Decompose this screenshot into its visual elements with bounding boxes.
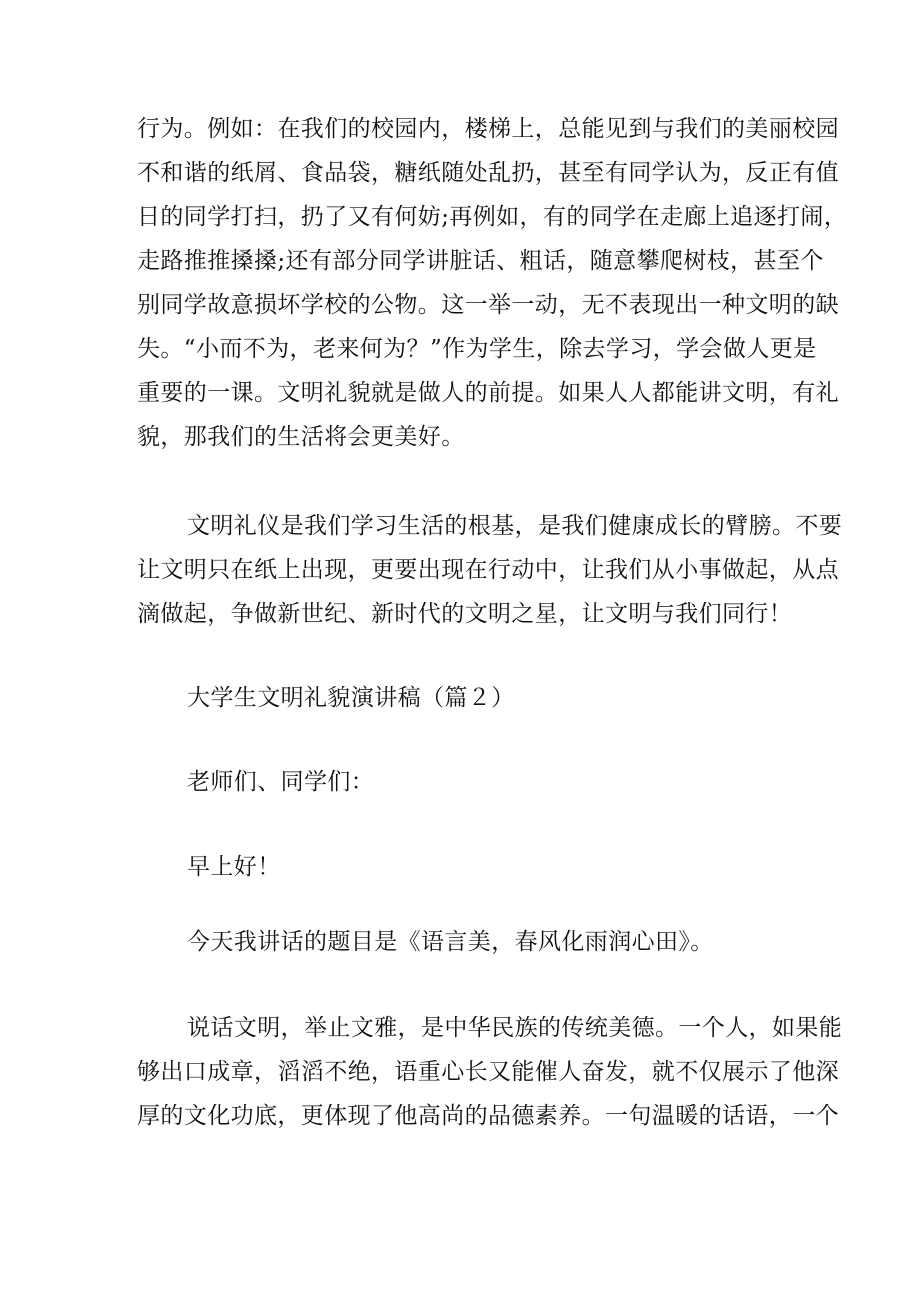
paragraph-line: 说话文明，举止文雅，是中华民族的传统美德。一个人，如果能 xyxy=(187,1015,843,1041)
paragraph-line: 别同学故意损坏学校的公物。这一举一动，无不表现出一种文明的缺 xyxy=(137,292,839,318)
paragraph-line: 文明礼仪是我们学习生活的根基，是我们健康成长的臂膀。不要 xyxy=(187,513,843,539)
paragraph-line: 貌，那我们的生活将会更美好。 xyxy=(137,424,465,450)
paragraph-line: 厚的文化功底，更体现了他高尚的品德素养。一句温暖的话语，一个 xyxy=(137,1103,839,1129)
paragraph-line: 失。“小而不为，老来何为？”作为学生，除去学习，学会做人更是 xyxy=(137,336,817,362)
paragraph-line: 不和谐的纸屑、食品袋，糖纸随处乱扔，甚至有同学认为，反正有值 xyxy=(137,160,839,186)
salutation: 老师们、同学们： xyxy=(187,769,375,795)
paragraph-line: 让文明只在纸上出现，更要出现在行动中，让我们从小事做起，从点 xyxy=(137,557,839,583)
paragraph-line: 滴做起，争做新世纪、新时代的文明之星，让文明与我们同行！ xyxy=(137,601,793,627)
paragraph-line: 走路推推搡搡;还有部分同学讲脏话、粗话，随意攀爬树枝，甚至个 xyxy=(137,248,824,274)
section-title: 大学生文明礼貌演讲稿（篇２） xyxy=(187,685,515,711)
paragraph-line: 够出口成章，滔滔不绝，语重心长又能催人奋发，就不仅展示了他深 xyxy=(137,1059,839,1085)
greeting: 早上好！ xyxy=(187,854,281,880)
topic-line: 今天我讲话的题目是《语言美，春风化雨润心田》。 xyxy=(187,929,714,955)
paragraph-line: 重要的一课。文明礼貌就是做人的前提。如果人人都能讲文明，有礼 xyxy=(137,380,839,406)
paragraph-line: 日的同学打扫，扔了又有何妨;再例如，有的同学在走廊上追逐打闹， xyxy=(137,204,848,230)
paragraph-line: 行为。例如：在我们的校园内，楼梯上，总能见到与我们的美丽校园 xyxy=(137,116,839,142)
